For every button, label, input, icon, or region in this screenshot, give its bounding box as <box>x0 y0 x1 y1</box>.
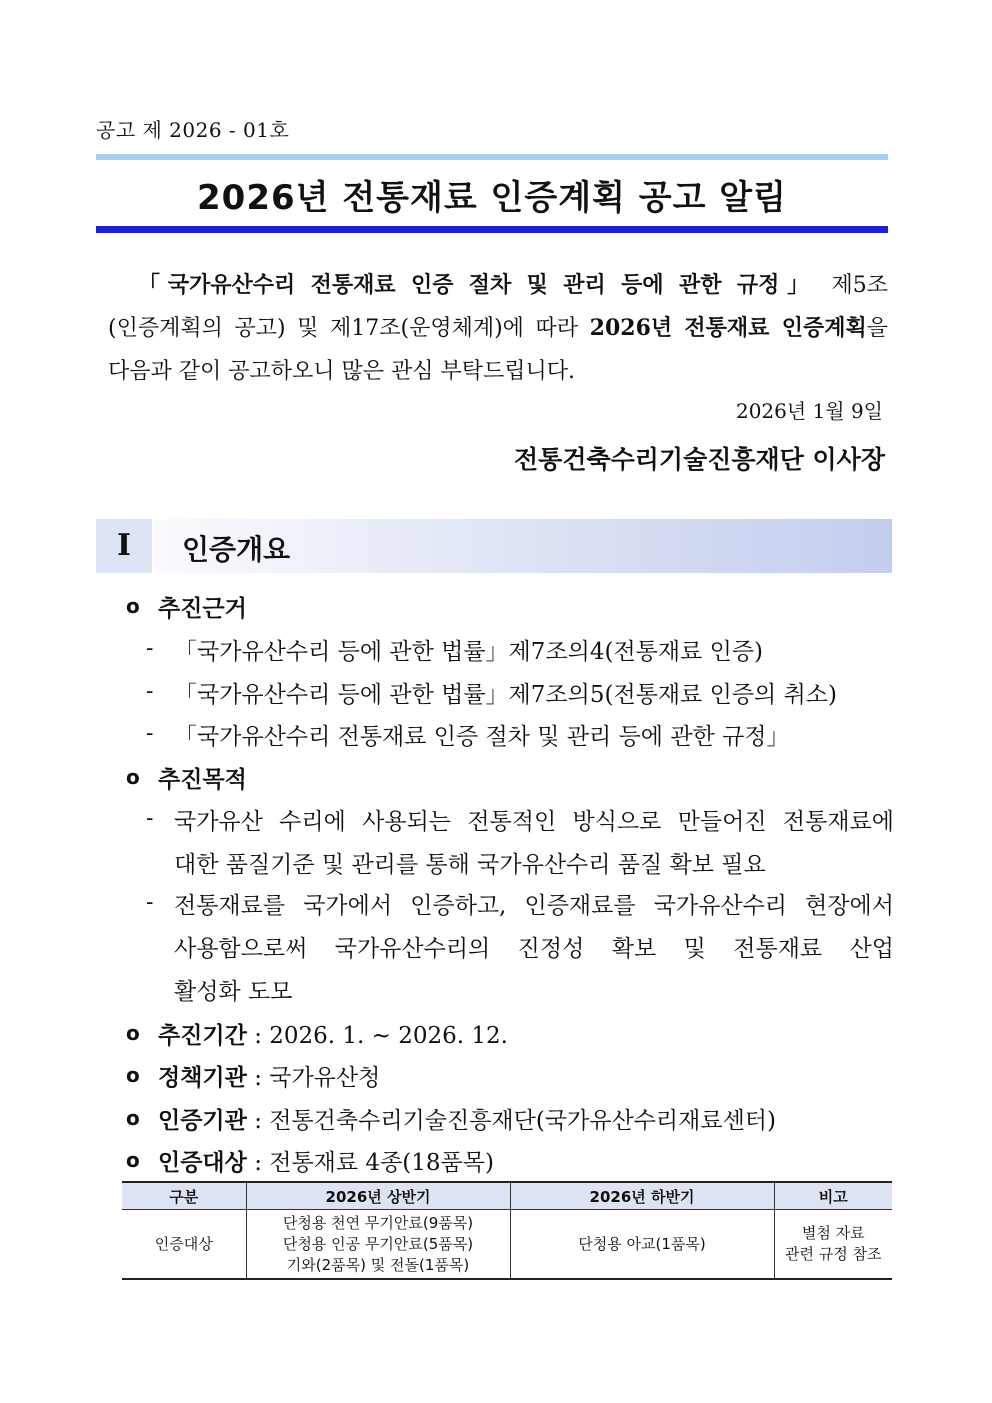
detail-policy-agency: 정책기관 : 국가유산청 <box>158 1064 381 1091</box>
dash-icon: - <box>146 806 154 831</box>
detail-cert-target: 인증대상 : 전통재료 4종(18품목) <box>158 1149 494 1176</box>
dash-icon: - <box>146 679 154 704</box>
certification-table <box>122 1181 892 1280</box>
table-header: 2026년 하반기 <box>510 1182 774 1210</box>
detail-period: 추진기간 : 2026. 1. ~ 2026. 12. <box>158 1022 508 1049</box>
intro-line-2: (인증계획의 공고) 및 제17조(운영체계)에 따라 2026년 전통재료 인증계획을 <box>108 315 888 341</box>
bullet-icon: o <box>126 1021 140 1045</box>
table-header: 구분 <box>122 1182 246 1210</box>
purpose-item-2-line-3: 활성화 도모 <box>174 979 293 1005</box>
table-row <box>122 1210 892 1280</box>
intro-paragraph <box>108 264 888 393</box>
title-bottom-rule <box>96 226 888 233</box>
purpose-item-1-line-1: 국가유산 수리에 사용되는 전통적인 방식으로 만들어진 전통재료에 <box>174 809 894 835</box>
purpose-label: 추진목적 <box>158 766 247 793</box>
table-cell-category: 인증대상 <box>122 1210 246 1280</box>
bullet-icon: o <box>126 765 140 789</box>
dash-icon: - <box>146 721 154 746</box>
intro-line-1: 「국가유산수리 전통재료 인증 절차 및 관리 등에 관한 규정」 제5조 <box>138 272 888 298</box>
purpose-item-1-line-2: 대한 품질기준 및 관리를 통해 국가유산수리 품질 확보 필요 <box>174 852 766 878</box>
purpose-item-2-line-1: 전통재료를 국가에서 인증하고, 인증재료를 국가유산수리 현장에서 <box>174 893 894 919</box>
bullet-icon: o <box>126 594 140 618</box>
table-header: 2026년 상반기 <box>246 1182 510 1210</box>
issuer-name: 전통건축수리기술진흥재단 이사장 <box>514 445 885 474</box>
table-cell-note: 별첨 자료 관련 규정 참조 <box>774 1210 892 1280</box>
dash-icon: - <box>146 636 154 661</box>
dash-icon: - <box>146 890 154 915</box>
intro-line-3: 다음과 같이 공고하오니 많은 관심 부탁드립니다. <box>108 359 576 384</box>
basis-item: 「국가유산수리 등에 관한 법률」제7조의4(전통재료 인증) <box>174 639 764 665</box>
announcement-date: 2026년 1월 9일 <box>735 399 883 423</box>
bullet-icon: o <box>126 1148 140 1172</box>
table-header: 비고 <box>774 1182 892 1210</box>
section-number: I <box>96 519 154 573</box>
table-header-row <box>122 1182 892 1210</box>
basis-item: 「국가유산수리 전통재료 인증 절차 및 관리 등에 관한 규정」 <box>174 724 790 750</box>
document-title: 2026년 전통재료 인증계획 공고 알림 <box>197 178 787 218</box>
table-cell-second-half: 단청용 아교(1품목) <box>510 1210 774 1280</box>
basis-label: 추진근거 <box>158 595 247 622</box>
section-title: 인증개요 <box>182 533 291 566</box>
notice-number: 공고 제 2026 - 01호 <box>96 118 290 142</box>
title-top-rule <box>96 154 888 160</box>
table-cell-first-half: 단청용 천연 무기안료(9품목) 단청용 인공 무기안료(5품목) 기와(2품목) 및 전돌(1품목) <box>246 1210 510 1280</box>
purpose-item-2-line-2: 사용함으로써 국가유산수리의 진정성 확보 및 전통재료 산업 <box>174 936 894 962</box>
bullet-icon: o <box>126 1063 140 1087</box>
detail-cert-agency: 인증기관 : 전통건축수리기술진흥재단(국가유산수리재료센터) <box>158 1107 776 1134</box>
basis-item: 「국가유산수리 등에 관한 법률」제7조의5(전통재료 인증의 취소) <box>174 682 838 708</box>
bullet-icon: o <box>126 1106 140 1130</box>
